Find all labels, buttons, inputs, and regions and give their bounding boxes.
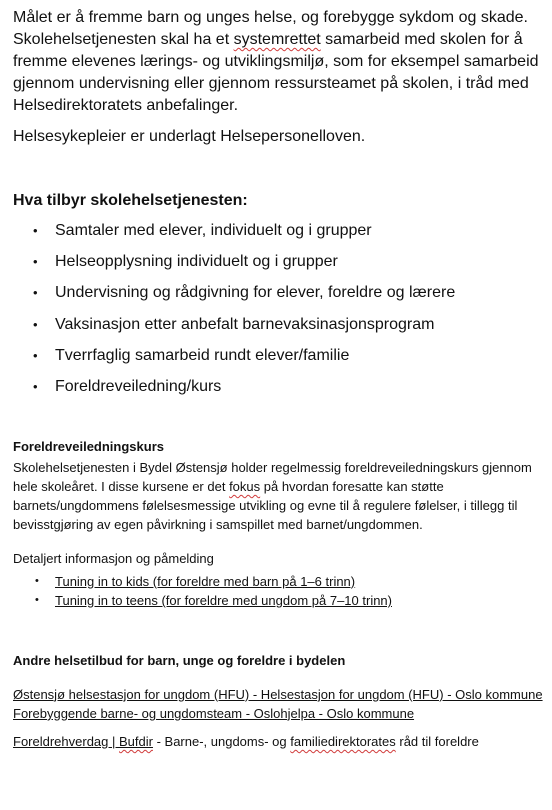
link-row bbox=[13, 704, 543, 723]
list-item bbox=[13, 282, 543, 304]
list-item-text: Helseopplysning individuelt og i grupper bbox=[55, 253, 338, 271]
services-list bbox=[13, 220, 543, 398]
course-paragraph bbox=[13, 458, 543, 534]
link-tuning-in-kids[interactable]: Tuning in to kids (for foreldre med barn på 1–6 trinn) bbox=[55, 573, 356, 589]
link-bufdir-text: Foreldrehverdag | bbox=[13, 733, 119, 749]
bullet-icon: • bbox=[33, 223, 38, 238]
list-item bbox=[13, 572, 543, 591]
other-heading: Andre helsetilbud for barn, unge og foreldre i bydelen bbox=[13, 652, 346, 668]
spellcheck-word[interactable]: familiedirektorates bbox=[290, 733, 396, 749]
document-page bbox=[13, 7, 543, 751]
spellcheck-word[interactable]: systemrettet bbox=[233, 31, 321, 48]
list-item-text: Undervisning og rådgivning for elever, foreldre og lærere bbox=[55, 284, 456, 302]
list-item-text: Tverrfaglig samarbeid rundt elever/familie bbox=[55, 346, 350, 364]
list-item bbox=[13, 591, 543, 610]
services-heading: Hva tilbyr skolehelsetjenesten: bbox=[13, 192, 248, 209]
list-item bbox=[13, 220, 543, 242]
bullet-icon: • bbox=[33, 254, 38, 270]
list-item bbox=[13, 251, 543, 273]
link-row bbox=[13, 685, 543, 704]
course-links-list bbox=[13, 572, 543, 610]
course-text-start: Skolehelsetjenesten i Bydel Østensjø holder regelmessig foreldreveiledningskurs gjennom hele skoleåret. I disse kursene er det bbox=[13, 459, 532, 494]
list-item-text: Samtaler med elever, individuelt og i grupper bbox=[55, 222, 372, 239]
other-links bbox=[13, 685, 543, 751]
link-hfu[interactable]: Østensjø helsestasjon for ungdom (HFU) - Helsestasjon for ungdom (HFU) - Oslo kommune bbox=[13, 686, 543, 702]
detail-label: Detaljert informasjon og påmelding bbox=[13, 550, 214, 566]
list-item-text: Foreldreveiledning/kurs bbox=[55, 377, 222, 395]
link-row bbox=[13, 732, 543, 751]
bullet-icon: • bbox=[33, 347, 38, 363]
spellcheck-word[interactable]: Bufdir bbox=[119, 733, 153, 749]
link-tuning-in-teens[interactable]: Tuning in to teens (for foreldre med ungdom på 7–10 trinn) bbox=[55, 592, 392, 608]
bullet-icon: • bbox=[33, 378, 38, 394]
list-item bbox=[13, 345, 543, 367]
bufdir-text-end: råd til foreldre bbox=[395, 733, 479, 749]
link-ungdomsteam[interactable]: Forebyggende barne- og ungdomsteam - Oslohjelpa - Oslo kommune bbox=[13, 705, 415, 721]
bullet-icon: • bbox=[35, 593, 39, 606]
intro-text-start: Målet er å fremme barn og unges helse, og forebygge sykdom og skade. Skolehelsetjenesten skal ha et bbox=[13, 9, 528, 48]
course-heading: Foreldreveiledningskurs bbox=[13, 438, 164, 454]
bufdir-text-start: - Barne-, ungdoms- og bbox=[152, 733, 291, 749]
link-bufdir[interactable] bbox=[13, 734, 153, 749]
course-text-end: på hvordan foresatte kan støtte barnets/ungdommens følelsesmessige utvikling og evne til å regulere følelser, i tillegg til bevisstgjøring av egen påvirkning i samspillet med barnet/ungdommen. bbox=[13, 478, 518, 532]
bullet-icon: • bbox=[33, 316, 38, 332]
list-item bbox=[13, 314, 543, 336]
bullet-icon: • bbox=[35, 574, 39, 587]
list-item-text: Vaksinasjon etter anbefalt barnevaksinasjonsprogram bbox=[55, 315, 435, 333]
law-paragraph: Helsesykepleier er underlagt Helsepersonelloven. bbox=[13, 128, 366, 145]
intro-paragraph bbox=[13, 7, 543, 117]
intro-text-end: samarbeid med skolen for å fremme elevenes lærings- og utviklingsmiljø, som for eksempel samarbeid gjennom undervisning eller gjennom ressursteamet på skolen, i tråd med Helsedirektoratets anbefalinger. bbox=[13, 31, 539, 114]
spellcheck-word[interactable]: fokus bbox=[229, 478, 261, 494]
bullet-icon: • bbox=[33, 285, 38, 301]
list-item bbox=[13, 376, 543, 398]
